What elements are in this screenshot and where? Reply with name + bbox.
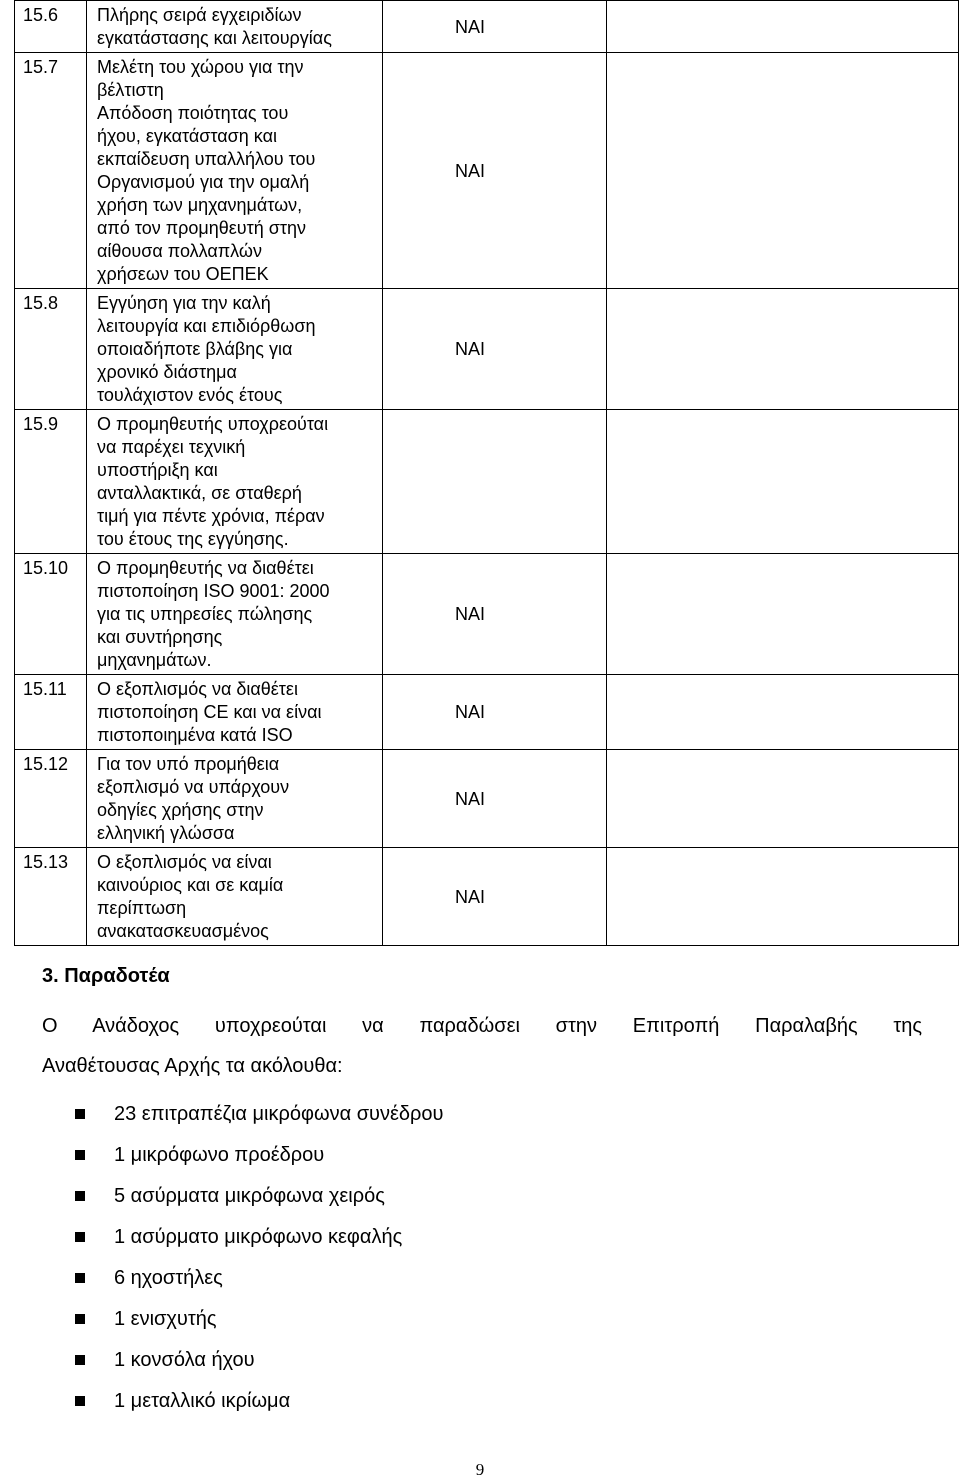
description-line: ανακατασκευασμένος [97,921,269,941]
list-item [42,1135,922,1176]
description-line: πιστοποίηση CE και να είναι [97,702,322,722]
description-line: πιστοποιημένα κατά ISO [97,725,293,745]
section-paragraph [42,1006,922,1086]
square-bullet-icon [75,1314,85,1324]
section-title: 3. Παραδοτέα [42,965,170,987]
description-line: περίπτωση [97,898,187,918]
description-line: να παρέχει τεχνική [97,437,246,457]
description-line: λειτουργία και επιδιόρθωση [97,316,316,336]
square-bullet-icon [75,1355,85,1365]
list-item-text: 1 μεταλλικό ικρίωμα [114,1390,291,1412]
compliance-answer: ΝΑΙ [383,750,607,848]
item-number: 15.9 [15,410,87,554]
table-row [15,53,959,289]
reference-cell [607,750,959,848]
item-description [87,53,383,289]
compliance-answer [383,410,607,554]
square-bullet-icon [75,1396,85,1406]
description-line: εγκατάστασης και λειτουργίας [97,28,332,48]
description-line: Οργανισμού για την ομαλή [97,172,310,192]
compliance-answer: ΝΑΙ [383,1,607,53]
list-item-text: 23 επιτραπέζια μικρόφωνα συνέδρου [114,1103,444,1125]
description-line: Πλήρης σειρά εγχειριδίων [97,5,302,25]
list-item [42,1340,922,1381]
list-item-text: 1 μικρόφωνο προέδρου [114,1144,325,1166]
list-item [42,1094,922,1135]
description-line: για τις υπηρεσίες πώλησης [97,604,313,624]
square-bullet-icon [75,1232,85,1242]
description-line: από τον προμηθευτή στην [97,218,306,238]
deliverables-list [42,1094,922,1422]
description-line: ανταλλακτικά, σε σταθερή [97,483,302,503]
list-item-text: 1 ενισχυτής [114,1308,217,1330]
reference-cell [607,1,959,53]
item-description [87,848,383,946]
table-row [15,410,959,554]
specification-table-body [15,1,959,946]
square-bullet-icon [75,1109,85,1119]
reference-cell [607,554,959,675]
table-row [15,554,959,675]
reference-cell [607,675,959,750]
description-line: βέλτιστη [97,80,164,100]
paragraph-line-1: Ο Ανάδοχος υποχρεούται να παραδώσει στην Επιτροπή Παραλαβής της [42,1015,922,1037]
description-line: εκπαίδευση υπαλλήλου του [97,149,316,169]
compliance-answer: ΝΑΙ [383,53,607,289]
list-item [42,1381,922,1422]
description-line: καινούριος και σε καμία [97,875,284,895]
compliance-answer: ΝΑΙ [383,675,607,750]
description-line: τιμή για πέντε χρόνια, πέραν [97,506,325,526]
item-description [87,410,383,554]
table-row [15,848,959,946]
item-number: 15.12 [15,750,87,848]
description-line: και συντήρησης [97,627,223,647]
description-line: Απόδοση ποιότητας του [97,103,289,123]
square-bullet-icon [75,1273,85,1283]
deliverables-section [42,962,922,1422]
description-line: του έτους της εγγύησης. [97,529,289,549]
list-item-text: 6 ηχοστήλες [114,1267,223,1289]
list-item [42,1258,922,1299]
description-line: Ο εξοπλισμός να είναι [97,852,272,872]
description-line: Εγγύηση για την καλή [97,293,271,313]
list-item-text: 1 ασύρματο μικρόφωνο κεφαλής [114,1226,403,1248]
item-description [87,1,383,53]
description-line: Μελέτη του χώρου για την [97,57,304,77]
description-line: οποιαδήποτε βλάβης για [97,339,293,359]
square-bullet-icon [75,1191,85,1201]
item-description [87,675,383,750]
description-line: χρονικό διάστημα [97,362,237,382]
item-description [87,750,383,848]
paragraph-line-2: Αναθέτουσας Αρχής τα ακόλουθα: [42,1055,343,1077]
square-bullet-icon [75,1150,85,1160]
description-line: υποστήριξη και [97,460,218,480]
item-number: 15.13 [15,848,87,946]
description-line: χρήση των μηχανημάτων, [97,195,303,215]
table-row [15,289,959,410]
compliance-answer: ΝΑΙ [383,848,607,946]
description-line: μηχανημάτων. [97,650,212,670]
description-line: τουλάχιστον ενός έτους [97,385,283,405]
table-row [15,1,959,53]
page-number: 9 [475,1460,485,1479]
item-number: 15.6 [15,1,87,53]
list-item [42,1217,922,1258]
list-item [42,1176,922,1217]
description-line: αίθουσα πολλαπλών [97,241,262,261]
description-line: ήχου, εγκατάσταση και [97,126,277,146]
description-line: εξοπλισμό να υπάρχουν [97,777,290,797]
item-number: 15.10 [15,554,87,675]
reference-cell [607,289,959,410]
table-row [15,750,959,848]
description-line: πιστοποίηση ISO 9001: 2000 [97,581,330,601]
description-line: οδηγίες χρήσης στην [97,800,264,820]
reference-cell [607,53,959,289]
item-description [87,554,383,675]
description-line: χρήσεων του ΟΕΠΕΚ [97,264,269,284]
item-number: 15.7 [15,53,87,289]
reference-cell [607,410,959,554]
description-line: Για τον υπό προμήθεια [97,754,280,774]
specification-table [14,0,959,946]
list-item [42,1299,922,1340]
compliance-answer: ΝΑΙ [383,289,607,410]
list-item-text: 1 κονσόλα ήχου [114,1349,255,1371]
description-line: ελληνική γλώσσα [97,823,235,843]
description-line: Ο εξοπλισμός να διαθέτει [97,679,298,699]
description-line: Ο προμηθευτής υποχρεούται [97,414,329,434]
list-item-text: 5 ασύρματα μικρόφωνα χειρός [114,1185,385,1207]
table-row [15,675,959,750]
item-number: 15.8 [15,289,87,410]
description-line: Ο προμηθευτής να διαθέτει [97,558,314,578]
item-number: 15.11 [15,675,87,750]
item-description [87,289,383,410]
reference-cell [607,848,959,946]
compliance-answer: ΝΑΙ [383,554,607,675]
